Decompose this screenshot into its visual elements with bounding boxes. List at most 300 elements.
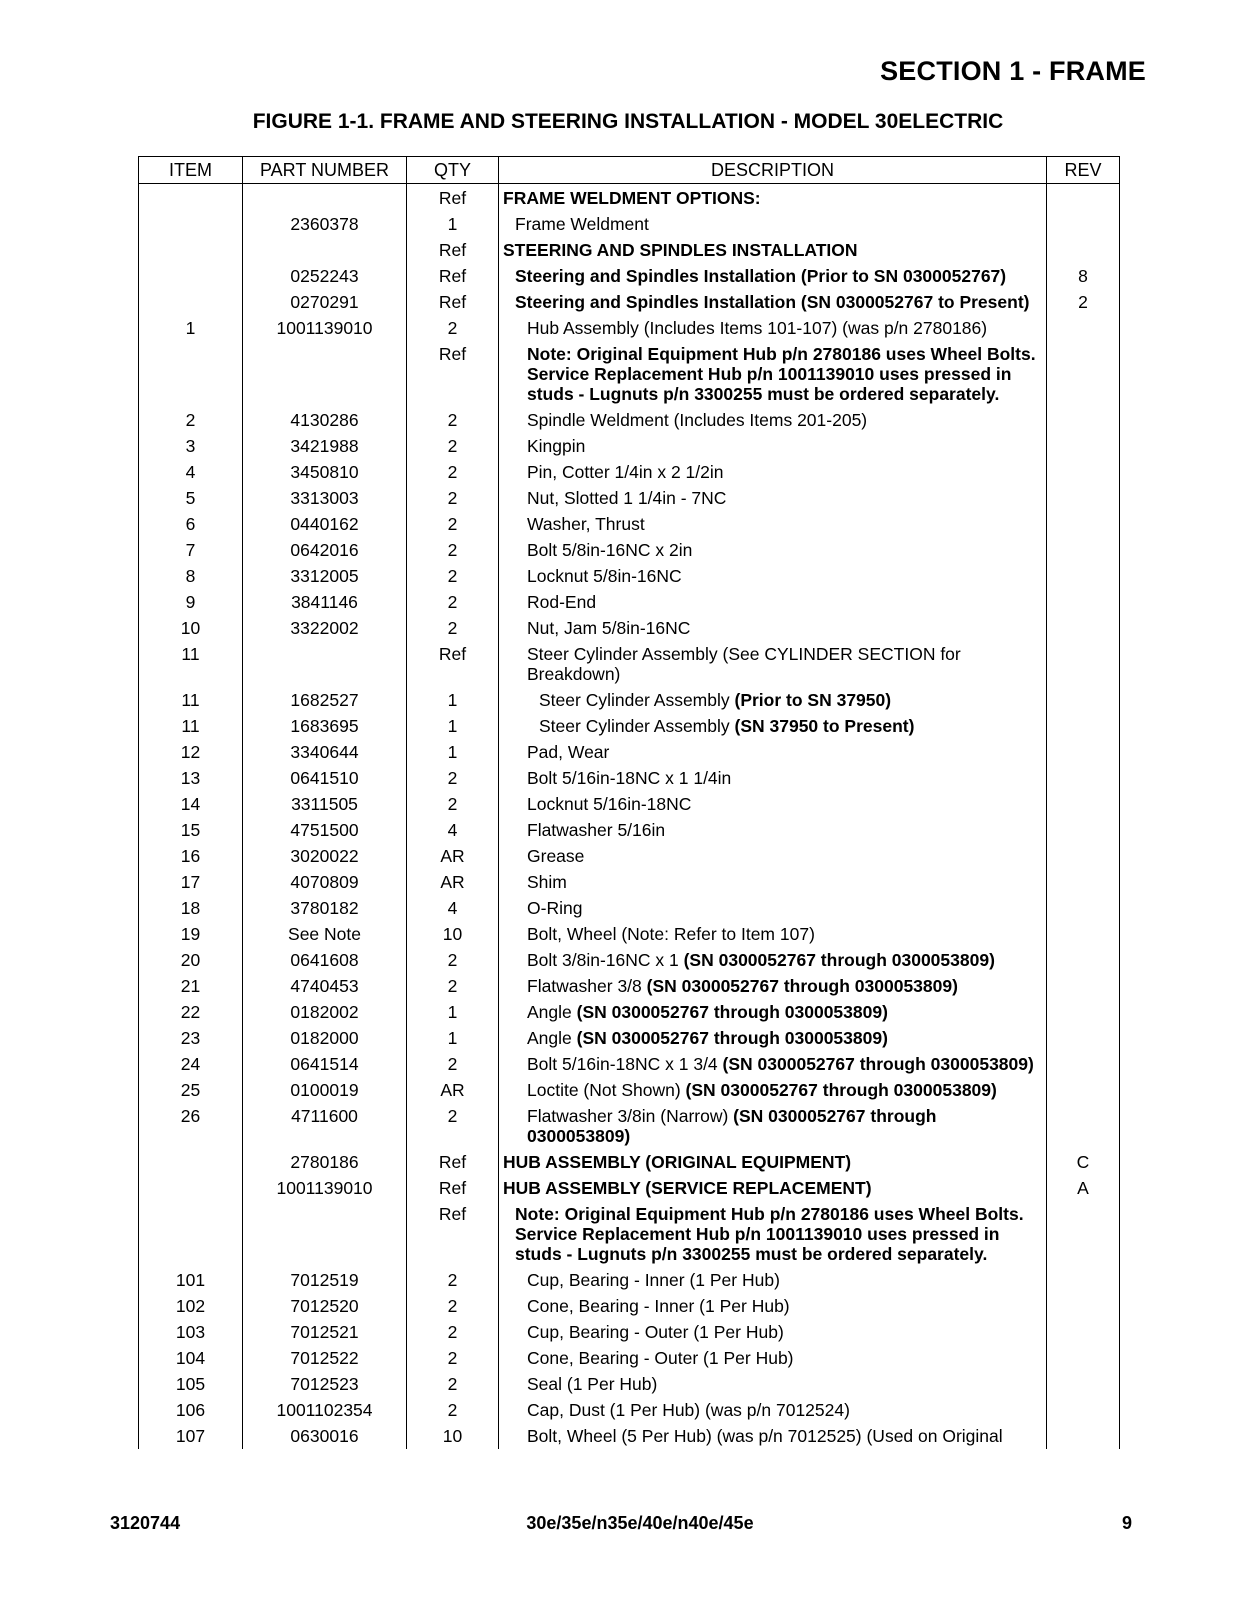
description-text: (SN 37950 to Present) <box>734 716 915 736</box>
part-number-cell: 7012522 <box>243 1345 407 1371</box>
qty-cell: 2 <box>407 315 499 341</box>
description-text: Kingpin <box>527 436 586 456</box>
rev-cell <box>1047 1201 1120 1267</box>
description-text: Cup, Bearing - Outer (1 Per Hub) <box>527 1322 784 1342</box>
item-cell <box>139 1149 243 1175</box>
description-text: Cone, Bearing - Inner (1 Per Hub) <box>527 1296 790 1316</box>
description-cell <box>499 1103 1047 1149</box>
table-row <box>139 615 1120 641</box>
qty-cell: 2 <box>407 407 499 433</box>
description-text: Steering and Spindles Installation (Prior to SN 0300052767) <box>515 266 1007 286</box>
rev-cell <box>1047 765 1120 791</box>
item-cell: 103 <box>139 1319 243 1345</box>
table-row <box>139 433 1120 459</box>
rev-cell <box>1047 184 1120 212</box>
item-cell: 26 <box>139 1103 243 1149</box>
description-text: Angle <box>527 1002 577 1022</box>
item-cell: 6 <box>139 511 243 537</box>
rev-cell <box>1047 563 1120 589</box>
description-text: Cap, Dust (1 Per Hub) (was p/n 7012524) <box>527 1400 850 1420</box>
description-text: Bolt, Wheel (Note: Refer to Item 107) <box>527 924 815 944</box>
rev-cell <box>1047 921 1120 947</box>
description-cell <box>499 1267 1047 1293</box>
table-row <box>139 641 1120 687</box>
part-number-cell: 7012520 <box>243 1293 407 1319</box>
description-text: STEERING AND SPINDLES INSTALLATION <box>503 240 858 260</box>
table-row <box>139 921 1120 947</box>
table-row <box>139 263 1120 289</box>
item-cell: 105 <box>139 1371 243 1397</box>
rev-cell <box>1047 211 1120 237</box>
description-cell <box>499 999 1047 1025</box>
qty-cell: 2 <box>407 433 499 459</box>
description-text: Nut, Slotted 1 1/4in - 7NC <box>527 488 727 508</box>
table-row <box>139 1051 1120 1077</box>
table-row <box>139 407 1120 433</box>
description-cell <box>499 1149 1047 1175</box>
part-number-cell: 0641608 <box>243 947 407 973</box>
qty-cell: 1 <box>407 713 499 739</box>
description-text: Bolt 5/16in-18NC x 1 3/4 <box>527 1054 723 1074</box>
item-cell: 12 <box>139 739 243 765</box>
table-row <box>139 184 1120 212</box>
item-cell: 4 <box>139 459 243 485</box>
description-cell <box>499 817 1047 843</box>
qty-cell: Ref <box>407 237 499 263</box>
item-cell: 107 <box>139 1423 243 1449</box>
column-header-item: ITEM <box>139 157 243 184</box>
part-number-cell: 4711600 <box>243 1103 407 1149</box>
description-cell <box>499 843 1047 869</box>
item-cell <box>139 289 243 315</box>
item-cell: 2 <box>139 407 243 433</box>
description-cell <box>499 1077 1047 1103</box>
rev-cell <box>1047 1345 1120 1371</box>
rev-cell <box>1047 237 1120 263</box>
qty-cell: 10 <box>407 1423 499 1449</box>
item-cell <box>139 263 243 289</box>
table-row <box>139 315 1120 341</box>
part-number-cell: 7012523 <box>243 1371 407 1397</box>
description-text: Bolt 3/8in-16NC x 1 <box>527 950 684 970</box>
qty-cell: Ref <box>407 289 499 315</box>
qty-cell: Ref <box>407 263 499 289</box>
qty-cell: 2 <box>407 1345 499 1371</box>
qty-cell: 2 <box>407 973 499 999</box>
description-cell <box>499 765 1047 791</box>
item-cell: 3 <box>139 433 243 459</box>
description-text: Washer, Thrust <box>527 514 645 534</box>
qty-cell: AR <box>407 843 499 869</box>
description-text: Locknut 5/16in-18NC <box>527 794 692 814</box>
table-row <box>139 1293 1120 1319</box>
rev-cell <box>1047 817 1120 843</box>
description-cell <box>499 315 1047 341</box>
description-text: Pad, Wear <box>527 742 610 762</box>
table-row <box>139 1267 1120 1293</box>
description-cell <box>499 739 1047 765</box>
qty-cell: 4 <box>407 817 499 843</box>
table-row <box>139 739 1120 765</box>
description-cell <box>499 1423 1047 1449</box>
description-cell <box>499 511 1047 537</box>
description-text: Steer Cylinder Assembly <box>539 716 735 736</box>
rev-cell: A <box>1047 1175 1120 1201</box>
qty-cell: 2 <box>407 1319 499 1345</box>
description-text: FRAME WELDMENT OPTIONS: <box>503 188 761 208</box>
qty-cell: 1 <box>407 739 499 765</box>
description-cell <box>499 237 1047 263</box>
qty-cell: AR <box>407 869 499 895</box>
rev-cell <box>1047 459 1120 485</box>
item-cell <box>139 211 243 237</box>
qty-cell: 1 <box>407 687 499 713</box>
part-number-cell <box>243 341 407 407</box>
part-number-cell: 0252243 <box>243 263 407 289</box>
table-row <box>139 1103 1120 1149</box>
rev-cell <box>1047 1293 1120 1319</box>
part-number-cell: 4070809 <box>243 869 407 895</box>
item-cell: 13 <box>139 765 243 791</box>
table-row <box>139 765 1120 791</box>
item-cell: 104 <box>139 1345 243 1371</box>
part-number-cell: 3450810 <box>243 459 407 485</box>
item-cell: 10 <box>139 615 243 641</box>
description-cell <box>499 1319 1047 1345</box>
description-cell <box>499 407 1047 433</box>
description-cell <box>499 1397 1047 1423</box>
rev-cell <box>1047 537 1120 563</box>
part-number-cell: 3312005 <box>243 563 407 589</box>
table-row <box>139 563 1120 589</box>
description-cell <box>499 869 1047 895</box>
description-cell <box>499 184 1047 212</box>
rev-cell <box>1047 791 1120 817</box>
qty-cell: 2 <box>407 563 499 589</box>
table-row <box>139 869 1120 895</box>
parts-table <box>138 156 1120 1449</box>
description-cell <box>499 921 1047 947</box>
part-number-cell: 3421988 <box>243 433 407 459</box>
description-text: Steering and Spindles Installation (SN 0300052767 to Present) <box>515 292 1030 312</box>
rev-cell <box>1047 713 1120 739</box>
description-text: Flatwasher 3/8in (Narrow) <box>527 1106 734 1126</box>
column-header-rev: REV <box>1047 157 1120 184</box>
item-cell: 17 <box>139 869 243 895</box>
description-cell <box>499 211 1047 237</box>
description-cell <box>499 563 1047 589</box>
table-row <box>139 1423 1120 1449</box>
description-cell <box>499 791 1047 817</box>
description-cell <box>499 1175 1047 1201</box>
description-text: Bolt 5/8in-16NC x 2in <box>527 540 693 560</box>
description-cell <box>499 1293 1047 1319</box>
rev-cell <box>1047 485 1120 511</box>
qty-cell: 2 <box>407 765 499 791</box>
item-cell <box>139 237 243 263</box>
description-cell <box>499 713 1047 739</box>
rev-cell <box>1047 947 1120 973</box>
description-cell <box>499 433 1047 459</box>
qty-cell: Ref <box>407 1175 499 1201</box>
part-number-cell <box>243 1201 407 1267</box>
item-cell: 18 <box>139 895 243 921</box>
item-cell: 101 <box>139 1267 243 1293</box>
description-text: Loctite (Not Shown) <box>527 1080 686 1100</box>
description-text: (SN 0300052767 through 0300053809) <box>646 976 958 996</box>
table-row <box>139 999 1120 1025</box>
description-cell <box>499 1025 1047 1051</box>
footer-page-number: 9 <box>1121 1513 1132 1533</box>
part-number-cell: 4751500 <box>243 817 407 843</box>
description-text: Locknut 5/8in-16NC <box>527 566 682 586</box>
description-text: (SN 0300052767 through 0300053809) <box>576 1002 888 1022</box>
description-text: HUB ASSEMBLY (ORIGINAL EQUIPMENT) <box>503 1152 852 1172</box>
item-cell: 25 <box>139 1077 243 1103</box>
rev-cell <box>1047 341 1120 407</box>
qty-cell: 2 <box>407 1397 499 1423</box>
item-cell <box>139 1201 243 1267</box>
table-row <box>139 211 1120 237</box>
table-row <box>139 947 1120 973</box>
table-row <box>139 1371 1120 1397</box>
rev-cell: C <box>1047 1149 1120 1175</box>
qty-cell: 2 <box>407 791 499 817</box>
description-cell <box>499 947 1047 973</box>
part-number-cell: 1001102354 <box>243 1397 407 1423</box>
description-text: Note: Original Equipment Hub p/n 2780186 uses Wheel Bolts. Service Replacement Hub p/n 1001139010 uses pressed in studs - Lugnuts p/n 3300255 must be ordered separately. <box>515 1204 1024 1264</box>
qty-cell: 2 <box>407 459 499 485</box>
table-row <box>139 1149 1120 1175</box>
rev-cell <box>1047 869 1120 895</box>
item-cell: 19 <box>139 921 243 947</box>
item-cell: 14 <box>139 791 243 817</box>
table-row <box>139 843 1120 869</box>
item-cell: 9 <box>139 589 243 615</box>
description-text: Frame Weldment <box>515 214 649 234</box>
figure-title: FIGURE 1-1. FRAME AND STEERING INSTALLATION - MODEL 30ELECTRIC <box>252 110 1004 133</box>
description-text: O-Ring <box>527 898 583 918</box>
description-cell <box>499 641 1047 687</box>
description-text: Steer Cylinder Assembly (See CYLINDER SECTION for Breakdown) <box>527 644 961 684</box>
part-number-cell: 4740453 <box>243 973 407 999</box>
rev-cell <box>1047 1025 1120 1051</box>
part-number-cell: 0182002 <box>243 999 407 1025</box>
column-header-description: DESCRIPTION <box>499 157 1047 184</box>
part-number-cell: 3322002 <box>243 615 407 641</box>
description-cell <box>499 341 1047 407</box>
description-text: Shim <box>527 872 567 892</box>
table-row <box>139 341 1120 407</box>
qty-cell: 2 <box>407 1267 499 1293</box>
part-number-cell <box>243 641 407 687</box>
item-cell: 15 <box>139 817 243 843</box>
rev-cell: 2 <box>1047 289 1120 315</box>
qty-cell: 2 <box>407 1293 499 1319</box>
part-number-cell: 1001139010 <box>243 315 407 341</box>
item-cell: 22 <box>139 999 243 1025</box>
qty-cell: 1 <box>407 999 499 1025</box>
description-text: (Prior to SN 37950) <box>734 690 892 710</box>
qty-cell: Ref <box>407 341 499 407</box>
description-cell <box>499 289 1047 315</box>
item-cell: 5 <box>139 485 243 511</box>
table-header-row <box>139 157 1120 184</box>
description-text: Bolt, Wheel (5 Per Hub) (was p/n 7012525) (Used on Original <box>527 1426 1003 1446</box>
item-cell: 106 <box>139 1397 243 1423</box>
part-number-cell: 3020022 <box>243 843 407 869</box>
qty-cell: Ref <box>407 1149 499 1175</box>
item-cell: 8 <box>139 563 243 589</box>
item-cell: 7 <box>139 537 243 563</box>
table-row <box>139 1077 1120 1103</box>
item-cell: 11 <box>139 713 243 739</box>
part-number-cell: 3841146 <box>243 589 407 615</box>
parts-table-body <box>139 184 1120 1450</box>
item-cell: 11 <box>139 687 243 713</box>
table-row <box>139 237 1120 263</box>
column-header-qty: QTY <box>407 157 499 184</box>
description-cell <box>499 1051 1047 1077</box>
description-text: Flatwasher 3/8 <box>527 976 647 996</box>
qty-cell: 4 <box>407 895 499 921</box>
description-cell <box>499 459 1047 485</box>
rev-cell <box>1047 1397 1120 1423</box>
qty-cell: 2 <box>407 947 499 973</box>
part-number-cell: 2360378 <box>243 211 407 237</box>
part-number-cell: See Note <box>243 921 407 947</box>
qty-cell: 2 <box>407 1051 499 1077</box>
description-text: Spindle Weldment (Includes Items 201-205) <box>527 410 868 430</box>
description-text: Angle <box>527 1028 577 1048</box>
description-cell <box>499 485 1047 511</box>
section-title: SECTION 1 - FRAME <box>880 56 1146 86</box>
description-text: Cone, Bearing - Outer (1 Per Hub) <box>527 1348 794 1368</box>
rev-cell <box>1047 1051 1120 1077</box>
part-number-cell: 0100019 <box>243 1077 407 1103</box>
table-row <box>139 817 1120 843</box>
description-text: Flatwasher 5/16in <box>527 820 666 840</box>
table-row <box>139 973 1120 999</box>
table-row <box>139 1175 1120 1201</box>
table-row <box>139 459 1120 485</box>
table-row <box>139 511 1120 537</box>
rev-cell <box>1047 739 1120 765</box>
table-row <box>139 1201 1120 1267</box>
item-cell: 102 <box>139 1293 243 1319</box>
item-cell: 11 <box>139 641 243 687</box>
item-cell: 16 <box>139 843 243 869</box>
description-cell <box>499 263 1047 289</box>
part-number-cell: 4130286 <box>243 407 407 433</box>
description-cell <box>499 1345 1047 1371</box>
item-cell: 20 <box>139 947 243 973</box>
item-cell <box>139 341 243 407</box>
description-text: Hub Assembly (Includes Items 101-107) (was p/n 2780186) <box>527 318 988 338</box>
qty-cell: 2 <box>407 1371 499 1397</box>
rev-cell <box>1047 687 1120 713</box>
description-text: Rod-End <box>527 592 597 612</box>
item-cell: 23 <box>139 1025 243 1051</box>
description-text: Nut, Jam 5/8in-16NC <box>527 618 691 638</box>
item-cell <box>139 184 243 212</box>
qty-cell: Ref <box>407 184 499 212</box>
table-row <box>139 1319 1120 1345</box>
column-header-part-number: PART NUMBER <box>243 157 407 184</box>
rev-cell <box>1047 999 1120 1025</box>
part-number-cell: 3780182 <box>243 895 407 921</box>
part-number-cell: 3311505 <box>243 791 407 817</box>
table-row <box>139 589 1120 615</box>
table-row <box>139 1025 1120 1051</box>
qty-cell: 2 <box>407 589 499 615</box>
rev-cell <box>1047 407 1120 433</box>
part-number-cell: 0270291 <box>243 289 407 315</box>
description-text: Steer Cylinder Assembly <box>539 690 735 710</box>
rev-cell: 8 <box>1047 263 1120 289</box>
part-number-cell: 0630016 <box>243 1423 407 1449</box>
description-cell <box>499 615 1047 641</box>
part-number-cell <box>243 184 407 212</box>
item-cell: 24 <box>139 1051 243 1077</box>
rev-cell <box>1047 1319 1120 1345</box>
description-text: (SN 0300052767 through 0300053809) <box>576 1028 888 1048</box>
rev-cell <box>1047 973 1120 999</box>
qty-cell: Ref <box>407 1201 499 1267</box>
description-text: Bolt 5/16in-18NC x 1 1/4in <box>527 768 732 788</box>
description-cell <box>499 589 1047 615</box>
description-text: Note: Original Equipment Hub p/n 2780186 uses Wheel Bolts. Service Replacement Hub p/n 1001139010 uses pressed in studs - Lugnuts p/n 3300255 must be ordered separately. <box>527 344 1036 404</box>
table-row <box>139 1345 1120 1371</box>
rev-cell <box>1047 843 1120 869</box>
qty-cell: 2 <box>407 511 499 537</box>
rev-cell <box>1047 615 1120 641</box>
rev-cell <box>1047 1423 1120 1449</box>
description-text: Cup, Bearing - Inner (1 Per Hub) <box>527 1270 780 1290</box>
rev-cell <box>1047 895 1120 921</box>
part-number-cell: 0182000 <box>243 1025 407 1051</box>
description-cell <box>499 973 1047 999</box>
footer-document-number: 3120744 <box>110 1513 181 1533</box>
item-cell: 1 <box>139 315 243 341</box>
rev-cell <box>1047 433 1120 459</box>
table-row <box>139 895 1120 921</box>
rev-cell <box>1047 1103 1120 1149</box>
part-number-cell: 1682527 <box>243 687 407 713</box>
rev-cell <box>1047 1077 1120 1103</box>
description-cell <box>499 687 1047 713</box>
description-text: (SN 0300052767 through 0300053809) <box>722 1054 1034 1074</box>
part-number-cell: 1683695 <box>243 713 407 739</box>
item-cell: 21 <box>139 973 243 999</box>
description-text: Seal (1 Per Hub) <box>527 1374 658 1394</box>
qty-cell: AR <box>407 1077 499 1103</box>
part-number-cell: 7012519 <box>243 1267 407 1293</box>
part-number-cell <box>243 237 407 263</box>
qty-cell: 1 <box>407 211 499 237</box>
description-text: (SN 0300052767 through 0300053809) <box>683 950 995 970</box>
table-row <box>139 713 1120 739</box>
footer-models: 30e/35e/n35e/40e/n40e/45e <box>526 1513 754 1533</box>
qty-cell: 10 <box>407 921 499 947</box>
rev-cell <box>1047 315 1120 341</box>
qty-cell: 2 <box>407 485 499 511</box>
part-number-cell: 0440162 <box>243 511 407 537</box>
item-cell <box>139 1175 243 1201</box>
description-text: Grease <box>527 846 585 866</box>
rev-cell <box>1047 1267 1120 1293</box>
qty-cell: 2 <box>407 537 499 563</box>
